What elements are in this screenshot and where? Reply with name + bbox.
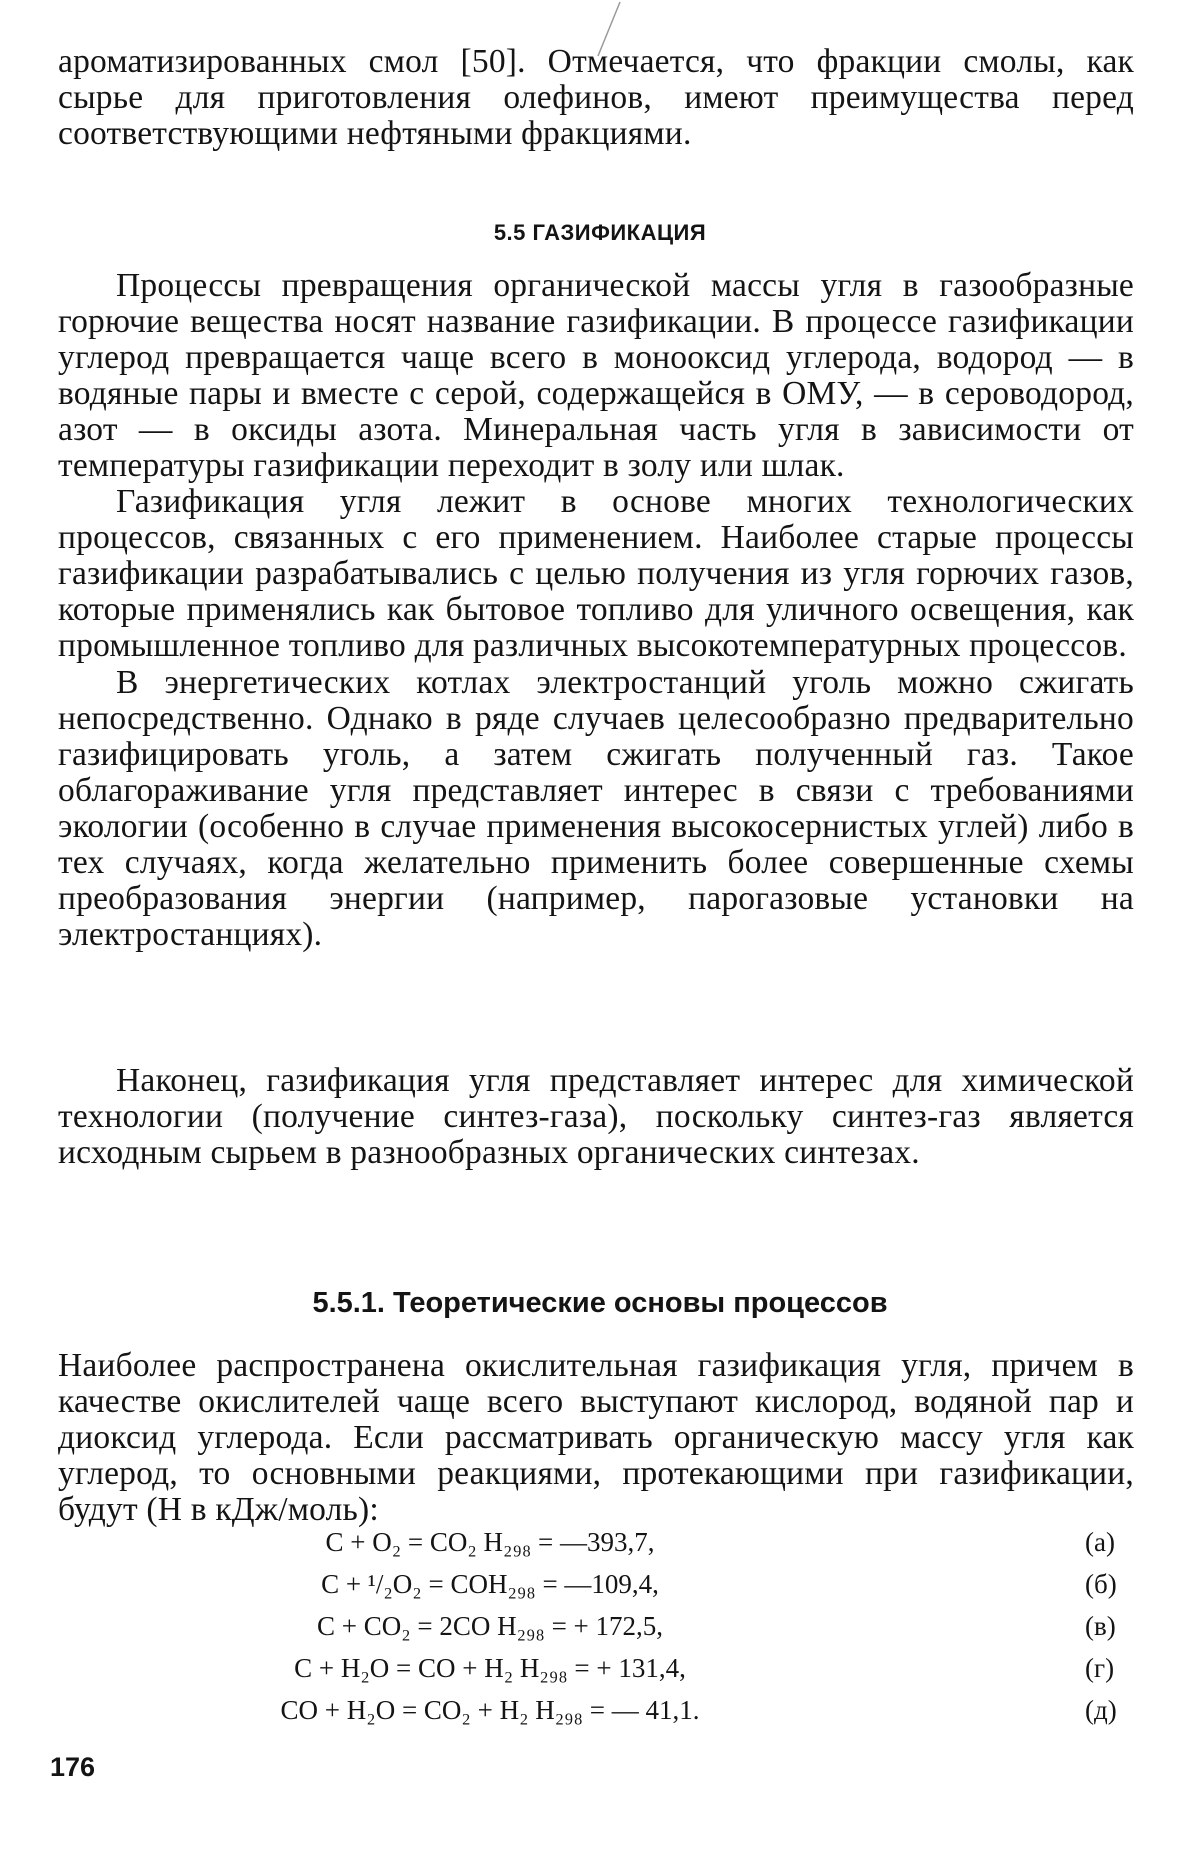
equation-e: CO + H₂O = CO₂ + H₂ H₂₉₈ = — 41,1. <box>280 1695 700 1725</box>
page-number: 176 <box>50 1752 96 1782</box>
equation-label-a: (а) <box>1085 1527 1115 1557</box>
section-heading: 5.5 ГАЗИФИКАЦИЯ <box>493 220 707 245</box>
paragraph-1: Процессы превращения органической массы угля в газообразные горючие вещества носят название газификации. В процессе газификации углерод превращается чаще всего в монооксид углерода, водород — в водяные пары и вместе с серой, содержащейся в ОМУ, — в сероводород, азот — в оксиды азота. Минеральная часть угля в зависимости от температуры газификации переходит в золу или шлак. <box>58 267 1134 484</box>
equation-d: C + H₂O = CO + H₂ H₂₉₈ = + 131,4, <box>294 1653 686 1683</box>
equation-label-d: (г) <box>1085 1653 1115 1683</box>
paragraph-2: Газификация угля лежит в основе многих технологических процессов, связанных с его применением. Наиболее старые процессы газификации разрабатывались с целью получения из угля горючих газов, которые применялись как бытовое топливо для уличного освещения, как промышленное топливо для различных высокотемпературных процессов. <box>58 483 1134 664</box>
equation-label-e: (д) <box>1085 1695 1117 1725</box>
subsection-paragraph: Наиболее распространена окислительная газификация угля, причем в качестве окислителей чаще всего выступают кислород, водяной пар и диоксид углерода. Если рассматривать органическую массу угля как углерод, то основными реакциями, протекающими при газификации, будут (Н в кДж/моль): <box>58 1347 1134 1528</box>
equation-c: C + CO₂ = 2CO H₂₉₈ = + 172,5, <box>316 1611 664 1641</box>
paragraph-4: Наконец, газификация угля представляет интерес для химической технологии (получение синтез-газа), поскольку синтез-газ является исходным сырьем в разнообразных органических синтезах. <box>58 1062 1134 1171</box>
equation-label-b: (б) <box>1085 1569 1117 1599</box>
paragraph-3: В энергетических котлах электростанций уголь можно сжигать непосредственно. Однако в ряде случаев целесообразно предварительно газифицировать уголь, а затем сжигать полученный газ. Такое облагораживание угля представляет интерес в связи с требованиями экологии (особенно в случае применения высокосернистых углей) либо в тех случаях, когда желательно применить более совершенные схемы преобразования энергии (например, парогазовые установки на электростанциях). <box>58 664 1134 953</box>
equation-label-c: (в) <box>1085 1611 1116 1641</box>
top-paragraph: ароматизированных смол [50]. Отмечается, что фракции смолы, как сырье для приготовления олефинов, имеют преимущества перед соответствующими нефтяными фракциями. <box>58 43 1134 152</box>
equation-a: C + O₂ = CO₂ H₂₉₈ = —393,7, <box>325 1527 655 1557</box>
equation-b: C + ¹/₂O₂ = COH₂₉₈ = —109,4, <box>321 1569 659 1599</box>
subsection-heading: 5.5.1. Теоретические основы процессов <box>312 1287 888 1319</box>
